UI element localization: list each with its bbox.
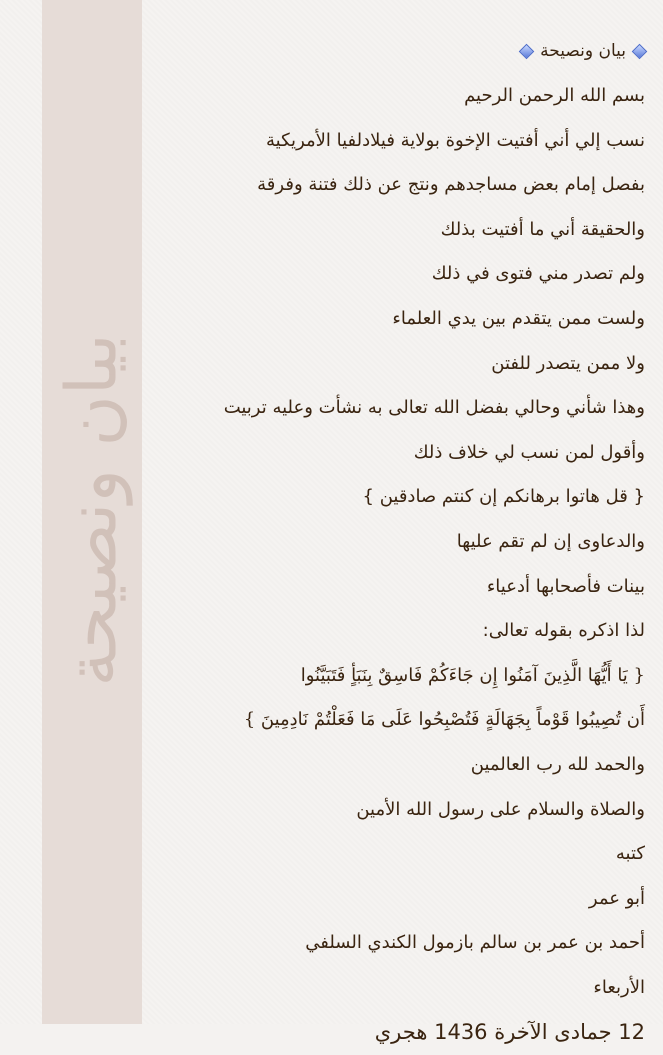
- text-line: ولست ممن يتقدم بين يدي العلماء: [392, 307, 645, 329]
- text-line: ولم تصدر مني فتوى في ذلك: [431, 263, 645, 285]
- text-line: بسم الله الرحمن الرحيم: [464, 85, 645, 106]
- quran-verse-line: أَن تُصِيبُوا قَوْماً بِجَهَالَةٍ فَتُصْبِحُوا عَلَى مَا فَعَلْتُمْ نَادِمِينَ }: [243, 709, 645, 731]
- heading-title: بيان ونصيحة: [540, 41, 626, 61]
- quran-quote: { قل هاتوا برهانكم إن كنتم صادقين }: [362, 486, 645, 508]
- text-line: والصلاة والسلام على رسول الله الأمين: [356, 798, 645, 820]
- text-line: ولا ممن يتصدر للفتن: [491, 352, 645, 374]
- text-line: وهذا شأني وحالي بفضل الله تعالى به نشأت وعليه تربيت: [223, 397, 645, 419]
- heading: [85, 28, 645, 74]
- signature-label: كتبه: [615, 843, 645, 865]
- diamond-bullet-icon: [519, 43, 535, 59]
- diamond-bullet-icon: [632, 43, 648, 59]
- text-line: وأقول لمن نسب لي خلاف ذلك: [413, 441, 645, 463]
- text-line: والحقيقة أني ما أفتيت بذلك: [440, 218, 645, 240]
- text-line: والحمد لله رب العالمين: [470, 753, 645, 775]
- statement-text: [85, 28, 645, 1055]
- weekday: الأربعاء: [593, 976, 645, 998]
- text-line: بفصل إمام بعض مساجدهم ونتج عن ذلك فتنة وفرقة: [257, 174, 645, 196]
- text-line: والدعاوى إن لم تقم عليها: [456, 530, 645, 552]
- author-kunya: أبو عمر: [588, 887, 645, 909]
- author-name: أحمد بن عمر بن سالم بازمول الكندي السلفي: [305, 932, 645, 954]
- quran-verse-line: { يَا أَيُّهَا الَّذِينَ آمَنُوا إِن جَاءَكُمْ فَاسِقٌ بِنَبَأٍ فَتَبَيَّنُوا: [300, 664, 645, 686]
- watermark-text: بيان ونصيحة: [51, 333, 134, 687]
- text-line: نسب إلي أني أفتيت الإخوة بولاية فيلادلفيا الأمريكية: [266, 129, 645, 151]
- text-line: بينات فأصحابها أدعياء: [486, 575, 645, 597]
- hijri-date: 12 جمادى الآخرة 1436 هجري: [374, 1020, 645, 1045]
- text-line: لذا اذكره بقوله تعالى:: [482, 620, 645, 642]
